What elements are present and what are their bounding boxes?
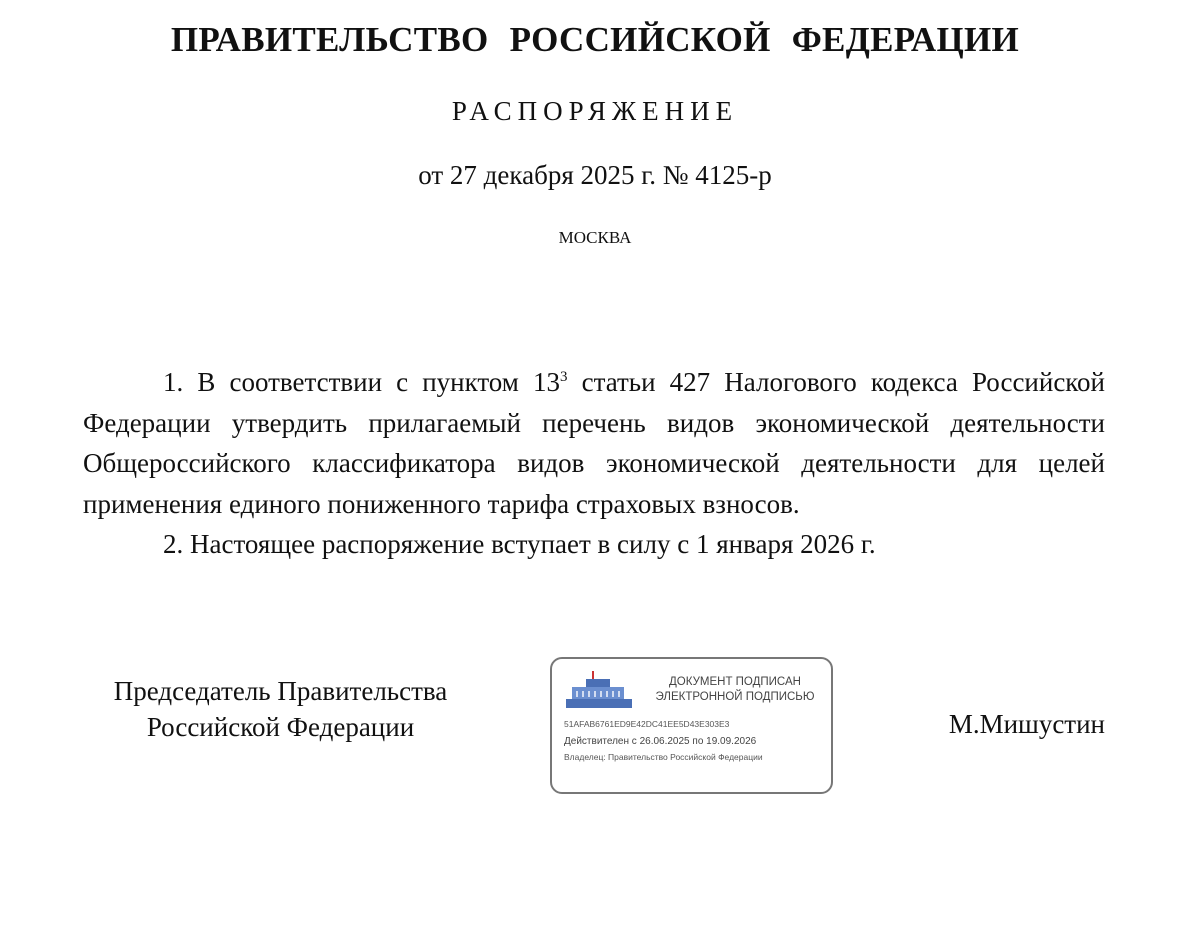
document-type: РАСПОРЯЖЕНИЕ: [451, 96, 739, 126]
paragraph-1-start: 1. В соответствии с пунктом 13: [163, 367, 560, 397]
government-building-icon: [564, 669, 636, 711]
position-line-2: Российской Федерации: [146, 712, 415, 742]
document-body: [83, 362, 1105, 565]
stamp-header: [644, 675, 826, 705]
signatory-name: М.Мишустин: [948, 709, 1105, 739]
stamp-header-line-1: ДОКУМЕНТ ПОДПИСАН: [669, 676, 801, 688]
position-line-1: Председатель Правительства: [113, 676, 448, 706]
certificate-validity: Действителен с 26.06.2025 по 19.09.2026: [564, 736, 757, 747]
document-title: ПРАВИТЕЛЬСТВО РОССИЙСКОЙ ФЕДЕРАЦИИ: [170, 20, 1020, 59]
paragraph-2: 2. Настоящее распоряжение вступает в силу с 1 января 2026 г.: [163, 529, 876, 559]
signatory-position: [83, 673, 478, 745]
document-city: МОСКВА: [558, 228, 632, 247]
certificate-owner: Владелец: Правительство Российской Федерации: [564, 752, 763, 762]
superscript: 3: [559, 369, 568, 385]
electronic-signature-stamp: [550, 657, 833, 794]
document-date-number: от 27 декабря 2025 г. № 4125-р: [418, 160, 772, 190]
stamp-header-line-2: ЭЛЕКТРОННОЙ ПОДПИСЬЮ: [655, 691, 815, 703]
certificate-serial: 51AFAB6761ED9E42DC41EE5D43E303E3: [564, 719, 730, 729]
paragraph-1: [83, 362, 1105, 524]
paragraph-1-rest: статьи 427 Налогового кодекса Российской Федерации утвердить прилагаемый перечень видов экономической деятельности Общероссийского классификатора видов экономической деятельности для целей применения единого пониженного тарифа страховых взносов.: [83, 367, 1106, 519]
